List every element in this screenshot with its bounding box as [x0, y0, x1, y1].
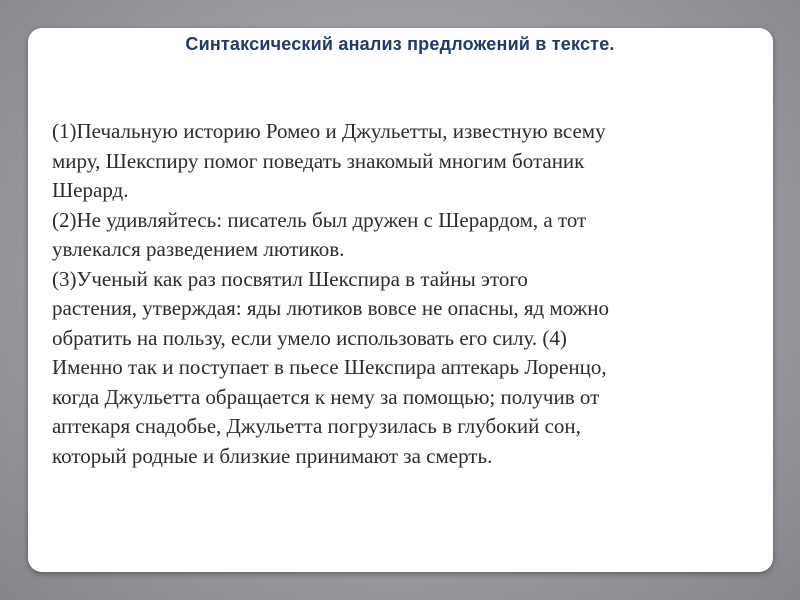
- text-line: увлекался разведением лютиков.: [52, 237, 345, 261]
- text-line: (2)Не удивляйтесь: писатель был дружен с Шерардом, а тот: [52, 207, 587, 232]
- text-line: Именно так и поступает в пьесе Шекспира аптекарь Лоренцо,: [52, 355, 607, 379]
- text-line: (1)Печальную историю Ромео и Джульетты, известную всему: [52, 119, 606, 143]
- text-line: (3)Ученый как раз посвятил Шекспира в тайны этого: [52, 266, 528, 291]
- text-line: который родные и близкие принимают за смерть.: [52, 443, 493, 468]
- text-line: когда Джульетта обращается к нему за помощью; получив от: [52, 384, 600, 409]
- text-line: аптекаря снадобье, Джульетта погрузилась в глубокий сон,: [52, 414, 581, 438]
- text-line: растения, утверждая: яды лютиков вовсе не опасны, яд можно: [52, 296, 609, 320]
- slide-body-text: [52, 117, 772, 471]
- text-line: обратить на пользу, если умело использовать его силу. (4): [52, 325, 567, 350]
- text-line: Шерард.: [52, 178, 129, 202]
- text-line: миру, Шекспиру помог поведать знакомый многим ботаник: [52, 148, 585, 173]
- slide-title: Синтаксический анализ предложений в тексте.: [185, 34, 615, 54]
